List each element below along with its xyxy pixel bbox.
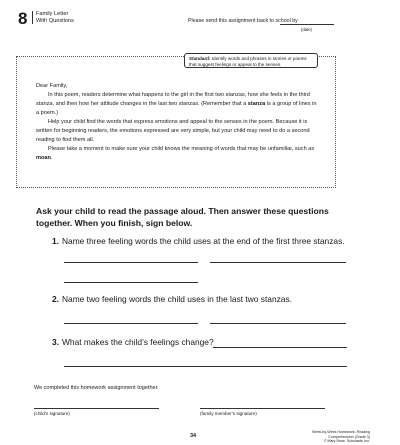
question-2-text: Name two feeling words the child uses in the last two stanzas.	[62, 294, 292, 304]
p1-end-text: is a group of lines in a poem.)	[36, 101, 317, 116]
answer-2-line-a[interactable]	[64, 323, 198, 324]
credit-line-2: © Mary Rose, Scholastic Inc.	[323, 439, 370, 444]
standard-label: Standard:	[189, 56, 211, 61]
family-signature-line[interactable]	[200, 408, 325, 409]
credit	[310, 430, 370, 444]
answer-1-line-a[interactable]	[64, 262, 198, 263]
letter-paragraph-1	[36, 91, 321, 118]
question-2-number: 2.	[52, 294, 59, 304]
letter-greeting: Dear Family,	[36, 83, 68, 89]
credit-line-1: Week-by-Week Homework: Reading Comprehension (Grade 3)	[312, 430, 370, 439]
question-1-text: Name three feeling words the child uses at the end of the first three stanzas.	[62, 236, 345, 246]
page-number: 34	[190, 433, 197, 439]
date-label: (date)	[301, 27, 312, 32]
send-back-text: Please send this assignment back to school by	[188, 18, 298, 24]
question-1-number: 1.	[52, 236, 59, 246]
p3-text: Please take a moment to make sure your child knows the meaning of words that may be unfamiliar, such as	[48, 146, 315, 152]
question-3-number: 3.	[52, 337, 59, 347]
p1-text: In this poem, readers determine what happens to the girl in the first two stanzas, how she feels in the third stanza, and then how her attitude changes in the last two stanzas. (Remember that a	[36, 92, 310, 107]
answer-3-line-a[interactable]	[213, 347, 347, 348]
date-line[interactable]	[280, 24, 334, 25]
question-3-text: What makes the child’s feelings change?	[62, 337, 214, 347]
answer-3-line-b[interactable]	[64, 366, 347, 367]
p1-bold-term: stanza	[247, 101, 266, 107]
question-1	[52, 236, 345, 246]
letter-paragraph-2: Help your child find the words that express emotions and appeal to the senses in the poem. Because it is written for beginning readers, the emotions expressed are very simple, but your child may need to do a second reading to find them all.	[36, 119, 310, 143]
question-3	[52, 337, 214, 347]
child-signature-line[interactable]	[34, 408, 159, 409]
instructions: Ask your child to read the passage aloud. Then answer these questions together. When you finish, sign below.	[36, 206, 329, 228]
answer-1-line-b[interactable]	[210, 262, 346, 263]
answer-1-line-c[interactable]	[64, 282, 198, 283]
completed-statement: We completed this homework assignment together.	[34, 385, 159, 391]
p3-bold-term: moan	[36, 155, 51, 161]
standard-text: Identify words and phrases in stories or poems that suggest feelings or appeal to the senses.	[189, 56, 307, 67]
family-letter	[36, 82, 321, 163]
tag-line-2: With Questions	[36, 17, 74, 24]
answer-2-line-b[interactable]	[210, 323, 346, 324]
lesson-number: 8	[18, 9, 28, 28]
letter-paragraph-3	[36, 145, 321, 163]
family-signature-label: (family member’s signature)	[200, 411, 257, 416]
standard-box	[184, 53, 318, 68]
child-signature-label: (child’s signature)	[34, 411, 70, 416]
p3-end-text: .	[50, 155, 53, 161]
question-2	[52, 294, 292, 304]
tag-line-1: Family Letter	[36, 11, 69, 17]
lesson-tag	[32, 11, 74, 24]
